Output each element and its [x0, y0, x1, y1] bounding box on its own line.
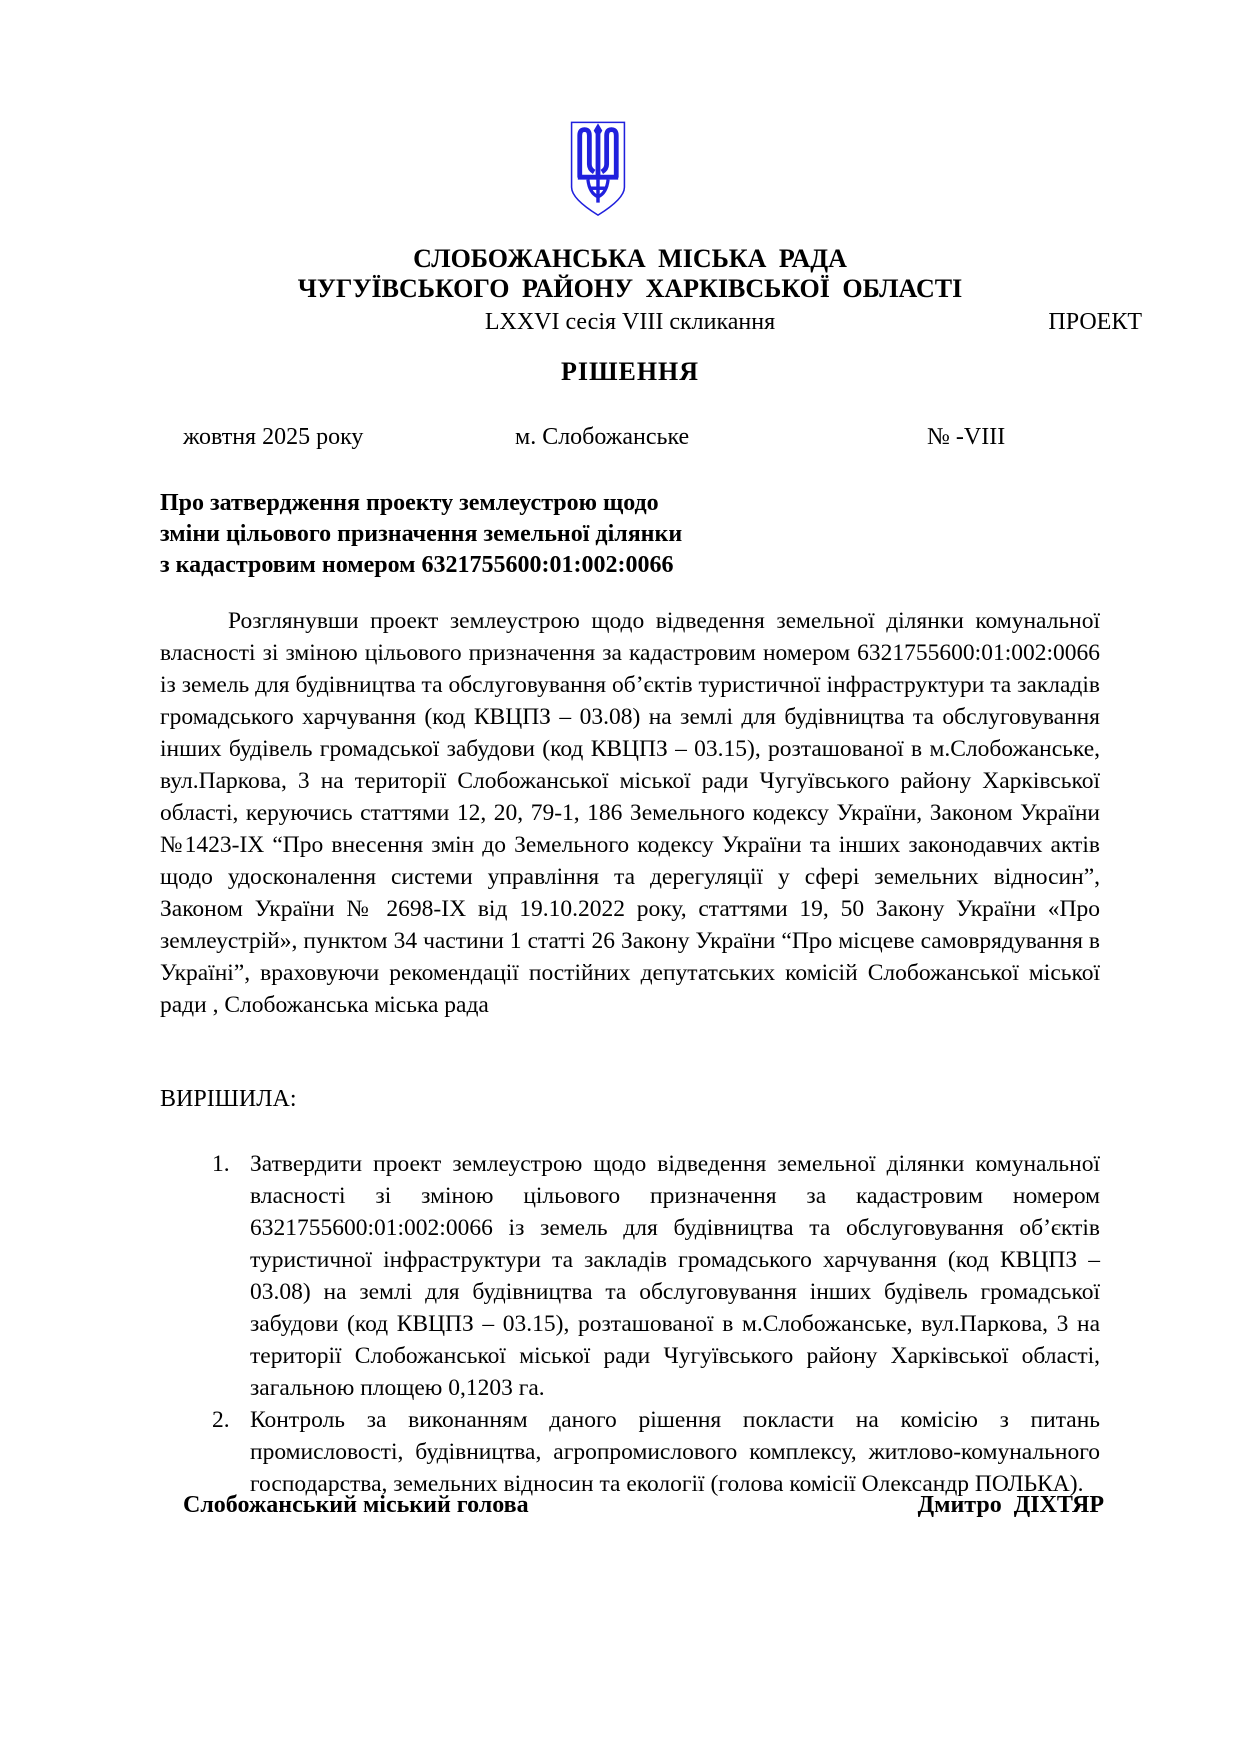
resolution-word: ВИРІШИЛА: — [160, 1086, 297, 1112]
list-item-number: 2. — [212, 1407, 230, 1433]
emblem-container — [128, 120, 1068, 218]
list-item-text: Затвердити проект землеустрою щодо відведення земельної ділянки комунальної власності зі зміною цільового призначення за кадастровим номером 6321755600:01:002:0066 із земель для будівництва та обслуговування об’єктів туристичної інфраструктури та закладів громадського харчування (код КВЦПЗ – 03.08) на землі для будівництва та обслуговування інших будівель громадської забудови (код КВЦПЗ – 03.15), розташованої в м.Слобожанське, вул.Паркова, 3 на території Слобожанської міської ради Чугуївського району Харківської області, загальною площею 0,1203 га. — [250, 1151, 1100, 1401]
signature-name: Дмитро ДІХТЯР — [917, 1492, 1104, 1518]
doc-type-title: РІШЕННЯ — [560, 357, 700, 386]
project-label: ПРОЕКТ — [1048, 309, 1142, 335]
doc-place: м. Слобожанське — [515, 424, 690, 450]
subject-line: з кадастровим номером 6321755600:01:002:0066 — [160, 552, 674, 578]
org-name-line2: ЧУГУЇВСЬКОГО РАЙОНУ ХАРКІВСЬКОЇ ОБЛАСТІ — [297, 274, 963, 303]
list-item-number: 1. — [212, 1151, 230, 1177]
signature-title: Слобожанський міський голова — [183, 1492, 529, 1518]
list-item — [212, 1148, 1100, 1404]
preamble-paragraph: Розглянувши проект землеустрою щодо відведення земельної ділянки комунальної власності зі зміною цільового призначення за кадастровим номером 6321755600:01:002:0066 із земель для будівництва та обслуговування об’єктів туристичної інфраструктури та закладів громадського харчування (код КВЦПЗ – 03.08) на землі для будівництва та обслуговування інших будівель громадської забудови (код КВЦПЗ – 03.15), розташованої в м.Слобожанське, вул.Паркова, 3 на території Слобожанської міської ради Чугуївського району Харківської області, керуючись статтями 12, 20, 79-1, 186 Земельного кодексу України, Законом України №1423-IX “Про внесення змін до Земельного кодексу України та інших законодавчих актів щодо удосконалення системи управління та дерегуляції у сфері земельних відносин”, Законом України № 2698-IX від 19.10.2022 року, статтями 19, 50 Закону України «Про землеустрій», пунктом 34 частини 1 статті 26 Закону України “Про місцеве самоврядування в Україні”, враховуючи рекомендації постійних депутатських комісій Слобожанської міської ради , Слобожанська міська рада — [160, 608, 1100, 1018]
list-item-text: Контроль за виконанням даного рішення покласти на комісію з питань промисловості, будівництва, агропромислового комплексу, житлово-комунального господарства, земельних відносин та екології (голова комісії Олександр ПОЛЬКА). — [250, 1407, 1100, 1497]
resolution-list — [160, 1148, 1100, 1500]
list-item — [212, 1404, 1100, 1500]
subject-block — [160, 488, 1100, 581]
subject-line: Про затвердження проекту землеустрою щодо — [160, 490, 659, 516]
org-name-line1: СЛОБОЖАНСЬКА МІСЬКА РАДА — [413, 244, 847, 273]
session-label: LXXVI сесія VIII скликання — [484, 309, 776, 335]
doc-date: жовтня 2025 року — [183, 424, 364, 450]
signature-row — [183, 1490, 1104, 1520]
session-row — [160, 307, 1142, 337]
date-row — [160, 422, 1100, 452]
subject-line: зміни цільового призначення земельної ділянки — [160, 521, 683, 547]
doc-number: № -VIII — [927, 424, 1006, 450]
ukraine-trident-emblem-icon — [569, 120, 627, 218]
